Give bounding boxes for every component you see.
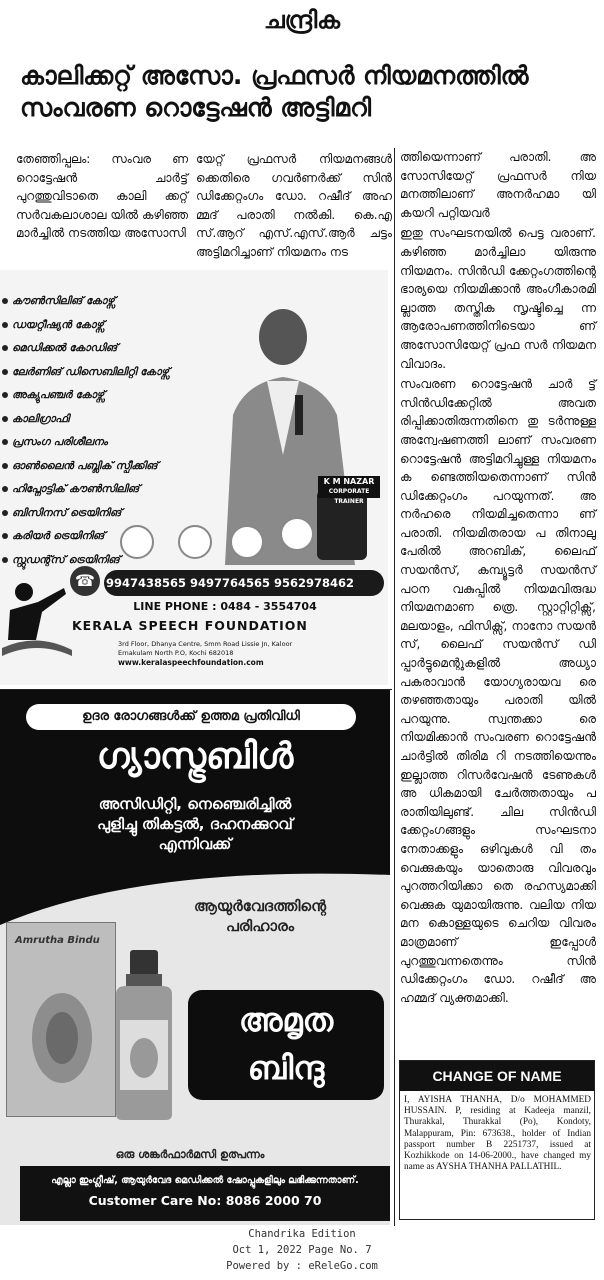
course-item: മെഡിക്കൽ കോഡിങ്: [2, 337, 169, 361]
course-item: കരിയർ ട്രെയിനിങ്: [2, 525, 169, 549]
ad-symptoms: അസിഡിറ്റി, നെഞ്ചെരിച്ചിൽ പുളിച്ചു തികട്ടൽ, ദഹനക്കുറവ് എന്നിവക്ക്: [97, 795, 293, 853]
app-icon: [230, 525, 264, 559]
customer-care: Customer Care No: 8086 2000 70: [88, 1193, 322, 1208]
notice-text: I, AYISHA THANHA, D/o MOHAMMED HUSSAIN. P, residing at Kadeeja manzil, Thurakkal, Thurakkal (Po), Kondoty, Malappuram, Pin: 673638., holder of Indian passport number B 2251737, issued at Kozhikkode on 14-06-2000., have changed my name as AYSHA THANHA PALLATHIL.: [404, 1095, 591, 1173]
article-paragraph: സംവരണ റൊട്ടേഷൻ ചാർ ട്ട് സിൻഡിക്കേറ്റിൽ അവത രിപ്പിക്കാതിരുന്നതിനെ തു ടർന്നുള്ള അന്വേഷണത്തി ലാണ് സംവരണ റൊട്ടേഷൻ അട്ടിമറിച്ചുള്ള നിയമനം ക ണ്ടെത്തിയതെന്നാണ് സിൻ ഡിക്കേറ്റംഗം പറയുന്നത്. അ നർഹരെ നിയമിച്ചതെന്നാ ണ് പരാതി. നിയമിതരായ പ തിനാലു പേരിൽ അറബിക്, ലൈഫ് സയൻസ്, കമ്പ്യൂട്ടർ സയൻസ് പഠന വകുപ്പിൽ നിയമവിരുദ്ധ നിയമനമാണ ത്രെ. സ്റ്റാറ്റിറ്റിക്സ്, മലയാളം, ഫിസിക്സ്, നാനോ സയൻ സ്, ലൈഫ് സയൻസ് ഡി പ്പാർട്ടുമെന്റുകളിൽ അധ്യാ പകരാവാൻ യോഗ്യരായവ രെ തഴഞ്ഞതായും പരാതി യിൽ പറയുന്നു. സ്വന്തക്കാ രെ നിയമിക്കാൻ സംവരണ റൊട്ടേഷൻ ചാർട്ടിൽ തിരിമ റി നടത്തിയെന്നും ഇല്ലാത്ത റിസർവേഷൻ ടേണുകൾ അ ധികമായി ചേർത്തതായും പ രാതിയിലുണ്ട്. ചില സിൻഡി ക്കേറ്റംഗങ്ങളും സംഘടനാ നേതാക്കളും ഒഴിവുകൾ വി തം വെക്കുകയും യാതൊരു വിവരവും പുറത്തറിയിക്കാ തെ രഹസ്യമാക്കി വെക്കുക യുമായിരുന്നു. വലിയ നിയ മന കൊള്ളയുടെ ചെറിയ വിവരം മാത്രമാണ് ഇപ്പോൾ പുറത്തുവന്നതെന്നും സിൻ ഡിക്കേറ്റംഗം ഡോ. റഷീദ് അ ഹമ്മദ് വ്യക്തമാക്കി.: [400, 377, 596, 1005]
course-item: ഹിപ്നോട്ടിക് കൗൺസിലിങ്: [2, 478, 169, 502]
speech-foundation-ad: [0, 270, 388, 685]
page-footer: [0, 1226, 604, 1274]
availability-text: എല്ലാ ഇംഗ്ലീഷ്, ആയുർവേദ മെഡിക്കൽ ഷോപ്പുകളിലും ലഭിക്കുന്നതാണ്.: [51, 1175, 359, 1186]
notice-title: CHANGE OF NAME: [400, 1061, 594, 1091]
bottle-icon: [110, 950, 178, 1120]
course-item: ഓൺലൈൻ പബ്ലിക് സ്പീക്കിങ്: [2, 455, 169, 479]
landline-number: LINE PHONE : 0484 - 3554704: [133, 600, 317, 613]
manufacturer: ഒരു ശങ്കർഫാർമസി ഉത്പന്നം: [115, 1148, 265, 1161]
masthead: ചന്ദ്രിക: [263, 6, 341, 34]
article-paragraph: ത്തിയെന്നാണ് പരാതി. അ സോസിയേറ്റ് പ്രഫസർ നിയ മനത്തിലാണ് അനർഹമാ യി കയറി പറ്റിയവർ: [400, 150, 596, 220]
course-item: ബിസിനസ് ട്രെയിനിങ്: [2, 502, 169, 526]
box-illustration: [25, 983, 99, 1093]
course-item: സ്റ്റുഡന്റ്സ് ട്രെയിനിങ്: [2, 549, 169, 573]
foundation-name: KERALA SPEECH FOUNDATION: [72, 618, 308, 633]
product-box: Amrutha Bindu: [6, 922, 116, 1117]
headline-line-2: സംവരണ റൊട്ടേഷൻ അട്ടിമറി: [20, 93, 372, 122]
course-item: ലേർണിങ് ഡിസെബിലിറ്റി കോഴ്സ്: [2, 361, 169, 385]
article-paragraph: ഇതു സംഘടനയിൽ പെട്ട വരാണ്. കഴിഞ്ഞ മാർച്ചിലാ യിരുന്നു നിയമനം. സിൻഡി ക്കേറ്റംഗത്തിന്റെ ഭാര്യയെ നിയമിക്കാൻ അംഗീകാരമി ല്ലാത്ത തസ്തിക സൃഷ്ടിച്ചെ ന്ന ആരോപണത്തിനിടെയാ ണ് അസോസിയേറ്റ് പ്രഫ സർ നിയമന വിവാദം.: [400, 226, 596, 371]
course-item: കാലിഗ്രാഫി: [2, 408, 169, 432]
ayurveda-line: ആയുർവേദത്തിന്റെ പരിഹാരം: [193, 897, 327, 935]
article-column-1: [16, 150, 188, 245]
footer-powered-by: Powered by : eReleGo.com: [226, 1260, 378, 1272]
article-paragraph: തേഞ്ഞിപ്പലം: സംവര ണ റൊട്ടേഷൻ ചാർട്ട് പുറത്തുവിടാതെ കാലി ക്കറ്റ് സർവകലാശാല യിൽ കഴിഞ്ഞ മാർച്ചിൽ നടത്തിയ അസോസി: [16, 152, 188, 241]
headline-line-1: കാലിക്കറ്റ് അസോ. പ്രഫസർ നിയമനത്തിൽ: [20, 61, 529, 90]
course-item: അക്യുപഞ്ചർ കോഴ്സ്: [2, 384, 169, 408]
course-item: ഡയറ്റീഷ്യൻ കോഴ്സ്: [2, 314, 169, 338]
course-item: കൗൺസിലിങ് കോഴ്സ്: [2, 290, 169, 314]
ad-brand: ഗ്യാസ്ട്രബിൾ: [96, 736, 294, 777]
app-icon: [120, 525, 154, 559]
change-of-name-notice: [399, 1060, 595, 1220]
article-paragraph: യേറ്റ് പ്രഫസർ നിയമനങ്ങൾ ക്കെതിരെ ഗവർണർക്ക് സിൻ ഡിക്കേറ്റംഗം ഡോ. റഷീദ് അഹ മ്മദ് പരാതി നൽകി. കെ.എ സ്.ആറ് എസ്.എസ്.ആർ ചട്ടം അട്ടിമറിച്ചാണ് നിയമനം നട: [196, 152, 392, 259]
mobile-numbers: 9947438565 9497764565 9562978462: [104, 570, 384, 596]
speaker-logo-icon: [2, 570, 72, 670]
app-icon: [280, 517, 314, 551]
headline: [20, 60, 590, 124]
footer-edition: Chandrika Edition: [248, 1228, 356, 1240]
column-divider: [394, 148, 395, 1226]
phone-icon: ☎: [70, 566, 100, 596]
product-name: അമൃത ബിന്ദു: [188, 990, 384, 1100]
ad-footer-bar: [20, 1166, 390, 1221]
article-column-2: [196, 150, 392, 264]
foundation-address: 3rd Floor, Dhanya Centre, Smm Road Lissie Jn, Kaloor Ernakulam North P.O, Kochi 682018 www.keralaspeechfoundation.com: [118, 640, 293, 667]
gastrouble-ad: [0, 690, 390, 1225]
ad-tagline: ഉദര രോഗങ്ങൾക്ക് ഉത്തമ പ്രതിവിധി: [26, 704, 356, 730]
article-column-3: [400, 148, 596, 1009]
trainer-badge: K M NAZAR CORPORATE TRAINER: [318, 476, 380, 498]
google-icon: [178, 525, 212, 559]
course-item: പ്രസംഗ പരിശീലനം: [2, 431, 169, 455]
footer-date-page: Oct 1, 2022 Page No. 7: [232, 1244, 372, 1256]
